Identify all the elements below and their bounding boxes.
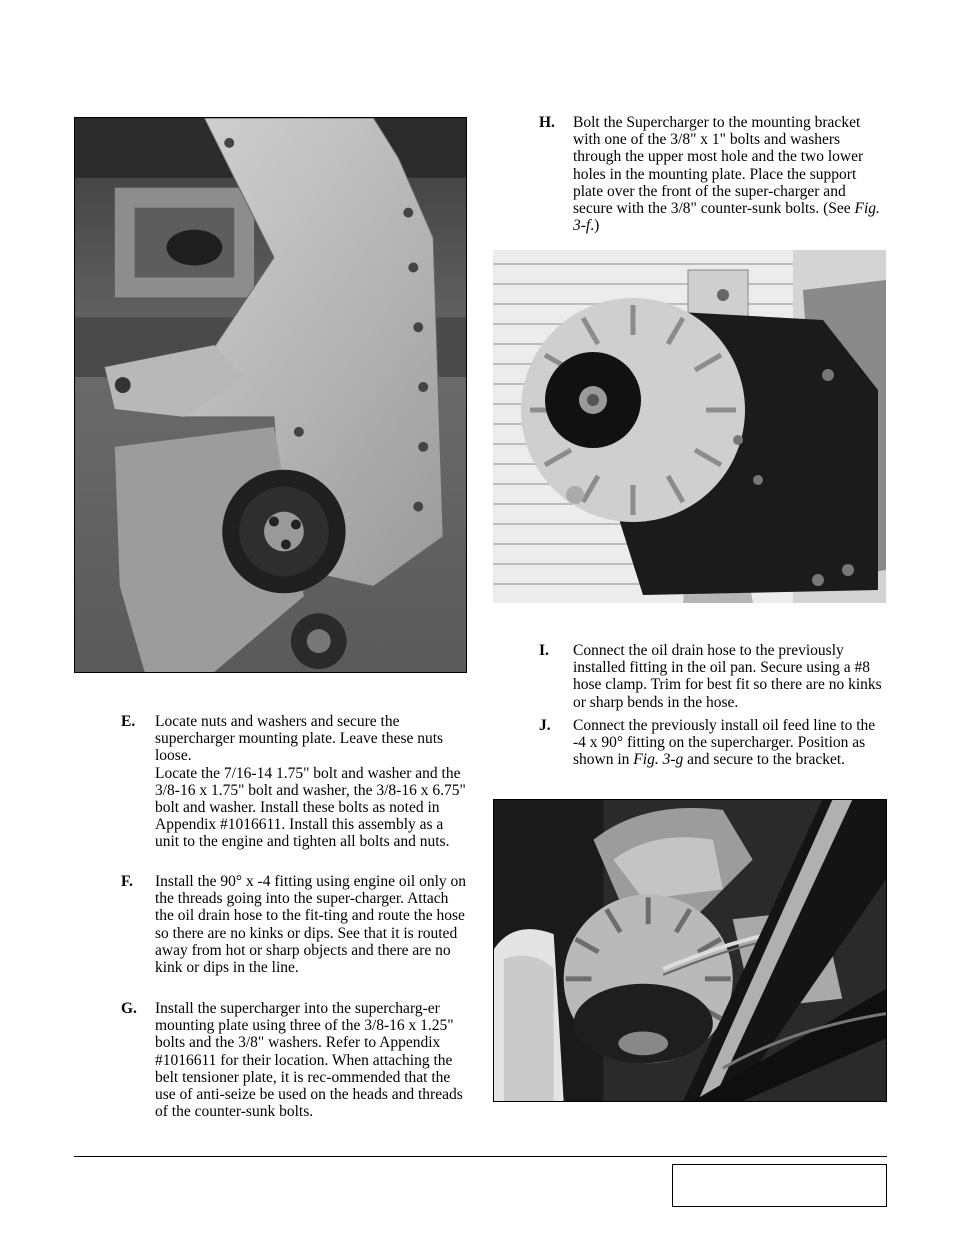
step-g: [121, 1000, 469, 1120]
step-text: Bolt the Supercharger to the mounting bracket with one of the 3/8" x 1" bolts and washers through the upper most hole and the two lower holes in the mounting plate. Place the support plate over the front of the super-charger and secure with the 3/8" counter-sunk bolts. (See Fig. 3-f.): [573, 114, 880, 235]
step-letter: I.: [539, 642, 549, 659]
step-text: Install the 90° x -4 fitting using engine oil only on the threads going into the super-charger. Attach the oil drain hose to the fit-ting and route the hose so there are no kinks or dips. See that it is routed away from hot or sharp objects and there are no kink or dips in the line.: [155, 873, 466, 977]
step-letter: H.: [539, 114, 555, 131]
step-text: Install the supercharger into the supercharg-er mounting plate using three of the 3/8-16 x 1.25" bolts and the 3/8" washers. Refer to Appendix #1016611 for their location. When attaching the belt tensioner plate, it is rec-ommended that the use of anti-seize be used on the heads and threads of the counter-sunk bolts.: [155, 1000, 463, 1121]
step-h: [539, 114, 889, 234]
step-j: [539, 717, 889, 769]
figure-reference: Fig. 3-g: [633, 751, 684, 769]
step-letter: J.: [539, 717, 551, 734]
mounting-plate-photo: [74, 117, 467, 673]
step-paragraph: Locate the 7/16-14 1.75" bolt and washer and the 3/8-16 x 1.75" bolt and washer, the 3/8-16 x 6.75" bolt and washer. Install these bolts as noted in Appendix #1016611. Install this assembly as a unit to the engine and tighten all bolts and nuts.: [155, 764, 466, 851]
step-text: Connect the oil drain hose to the previously installed fitting in the oil pan. Secure using a #8 hose clamp. Trim for best fit so there are no kinks or sharp bends in the hose.: [573, 642, 882, 711]
supercharger-bracket-photo: [493, 250, 886, 603]
step-paragraph: Locate nuts and washers and secure the supercharger mounting plate. Leave these nuts loose.: [155, 713, 444, 765]
step-f: [121, 873, 469, 976]
step-letter: F.: [121, 873, 133, 890]
step-letter: E.: [121, 713, 136, 730]
step-i: [539, 642, 889, 711]
figure-reference: Fig. 3-f: [573, 200, 880, 235]
step-letter: G.: [121, 1000, 137, 1017]
page-number-box: [672, 1164, 887, 1207]
footer-divider: [74, 1156, 887, 1157]
oil-feed-line-photo: [493, 799, 887, 1102]
step-text: [155, 713, 469, 851]
step-text: Connect the previously install oil feed line to the -4 x 90° fitting on the supercharger. Position as shown in Fig. 3-g and secure to the bracket.: [573, 717, 876, 769]
step-e: [121, 713, 469, 851]
